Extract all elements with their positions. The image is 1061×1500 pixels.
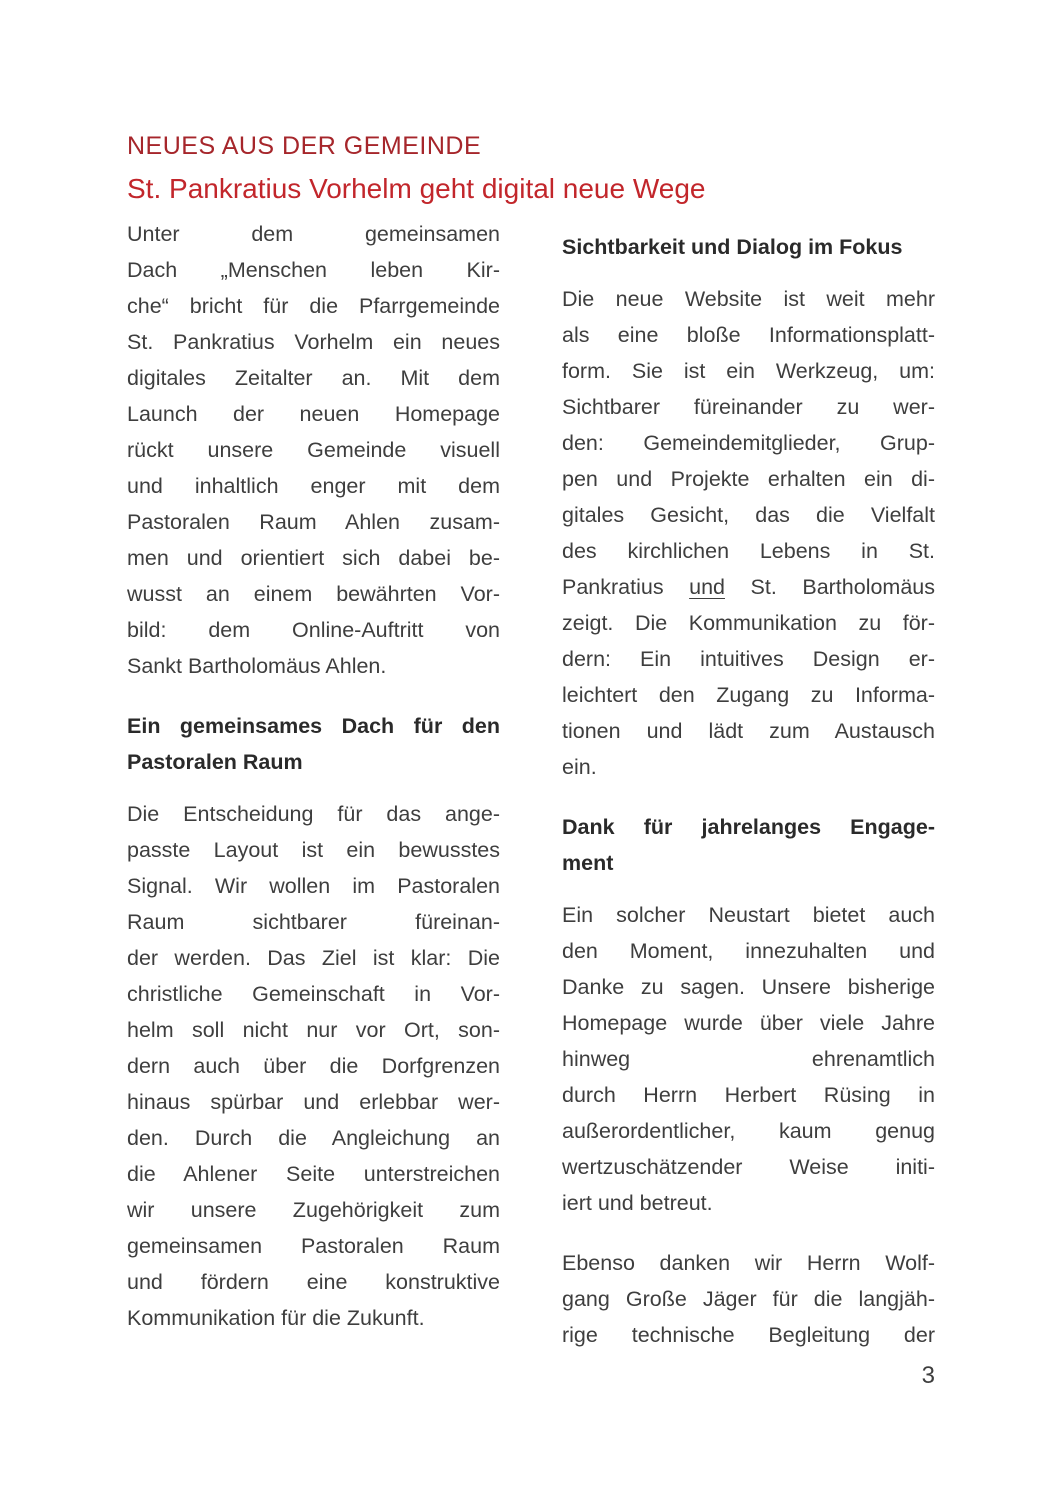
text-line: Pastoralen Raum Ahlen zusam- xyxy=(127,510,500,534)
text-line: che“ bricht für die Pfarrgemeinde xyxy=(127,294,500,318)
text-line: als eine bloße Informationsplatt- xyxy=(562,323,935,347)
text-line: Kommunikation für die Zukunft. xyxy=(127,1306,425,1330)
text-segment: St. Bartholomäus xyxy=(725,575,936,599)
text-line: Launch der neuen Homepage xyxy=(127,402,500,426)
page-subtitle: St. Pankratius Vorhelm geht digital neue Wege xyxy=(127,173,706,204)
paragraph xyxy=(562,281,935,785)
text-line: gang Große Jäger für die langjäh- xyxy=(562,1287,935,1311)
text-line: den Moment, innezuhalten und xyxy=(562,939,935,963)
text-line: dern auch über die Dorfgrenzen xyxy=(127,1054,500,1078)
text-line: zeigt. Die Kommunikation zu för- xyxy=(562,611,935,635)
section-heading-line: Ein gemeinsames Dach für den xyxy=(127,714,500,738)
text-line: dern: Ein intuitives Design er- xyxy=(562,647,935,671)
text-line: St. Pankratius Vorhelm ein neues xyxy=(127,330,500,354)
text-line: des kirchlichen Lebens in St. xyxy=(562,539,935,563)
text-line: rückt unsere Gemeinde visuell xyxy=(127,438,500,462)
text-line: den. Durch die Angleichung an xyxy=(127,1126,500,1150)
text-line: der werden. Das Ziel ist klar: Die xyxy=(127,946,500,970)
section-heading xyxy=(562,809,935,881)
text-line: die Ahlener Seite unterstreichen xyxy=(127,1162,500,1186)
underlined-word: und xyxy=(689,575,725,599)
text-line: passte Layout ist ein bewusstes xyxy=(127,838,500,862)
page-number: 3 xyxy=(921,1362,935,1389)
paragraph xyxy=(562,1245,935,1353)
text-line: Unter dem gemeinsamen xyxy=(127,222,500,246)
text-segment: Pankratius xyxy=(562,575,690,599)
section-heading-line: ment xyxy=(562,851,614,875)
text-line: leichtert den Zugang zu Informa- xyxy=(562,683,935,707)
text-line: Ein solcher Neustart bietet auch xyxy=(562,903,935,927)
section-heading-line: Dank für jahrelanges Engage- xyxy=(562,815,935,839)
page-title: NEUES AUS DER GEMEINDE xyxy=(127,132,482,160)
text-line: wertzuschätzender Weise initi- xyxy=(562,1155,935,1179)
text-line: außerordentlicher, kaum genug xyxy=(562,1119,935,1143)
text-line: und fördern eine konstruktive xyxy=(127,1270,500,1294)
paragraph xyxy=(127,796,500,1336)
text-line: wusst an einem bewährten Vor- xyxy=(127,582,500,606)
paragraph xyxy=(562,897,935,1221)
text-line: Sankt Bartholomäus Ahlen. xyxy=(127,654,387,678)
text-line: Sichtbarer füreinander zu wer- xyxy=(562,395,935,419)
text-line: wir unsere Zugehörigkeit zum xyxy=(127,1198,500,1222)
text-line: tionen und lädt zum Austausch xyxy=(562,719,935,743)
text-line: Raum sichtbarer füreinan- xyxy=(127,910,500,934)
two-column-text xyxy=(127,216,935,1377)
page-header xyxy=(127,126,935,212)
text-line: und inhaltlich enger mit dem xyxy=(127,474,500,498)
text-line: Homepage wurde über viele Jahre xyxy=(562,1011,935,1035)
text-line: gitales Gesicht, das die Vielfalt xyxy=(562,503,935,527)
text-line: hinaus spürbar und erlebbar wer- xyxy=(127,1090,500,1114)
text-line: Dach „Menschen leben Kir- xyxy=(127,258,500,282)
text-line: Die Entscheidung für das ange- xyxy=(127,802,500,826)
text-column-right xyxy=(562,216,935,1377)
text-column-left xyxy=(127,216,500,1377)
text-line: den: Gemeindemitglieder, Grup- xyxy=(562,431,935,455)
section-heading-line: Sichtbarkeit und Dialog im Fokus xyxy=(562,235,903,259)
text-line: christliche Gemeinschaft in Vor- xyxy=(127,982,500,1006)
text-line: Ebenso danken wir Herrn Wolf- xyxy=(562,1251,935,1275)
text-line: durch Herrn Herbert Rüsing in xyxy=(562,1083,935,1107)
text-line: digitales Zeitalter an. Mit dem xyxy=(127,366,500,390)
text-line: hinweg ehrenamtlich xyxy=(562,1047,935,1071)
text-line: Die neue Website ist weit mehr xyxy=(562,287,935,311)
text-line: helm soll nicht nur vor Ort, son- xyxy=(127,1018,500,1042)
text-line: bild: dem Online-Auftritt von xyxy=(127,618,500,642)
paragraph xyxy=(127,216,500,684)
text-line: ein. xyxy=(562,755,597,779)
text-line: iert und betreut. xyxy=(562,1191,713,1215)
text-line: Danke zu sagen. Unsere bisherige xyxy=(562,975,935,999)
section-heading-line: Pastoralen Raum xyxy=(127,750,303,774)
text-line: gemeinsamen Pastoralen Raum xyxy=(127,1234,500,1258)
section-heading xyxy=(562,229,935,265)
text-line: pen und Projekte erhalten ein di- xyxy=(562,467,935,491)
text-line: Signal. Wir wollen im Pastoralen xyxy=(127,874,500,898)
text-line xyxy=(562,569,935,605)
text-line: men und orientiert sich dabei be- xyxy=(127,546,500,570)
text-line: rige technische Begleitung der xyxy=(562,1323,935,1347)
text-line: form. Sie ist ein Werkzeug, um: xyxy=(562,359,935,383)
section-heading xyxy=(127,708,500,780)
